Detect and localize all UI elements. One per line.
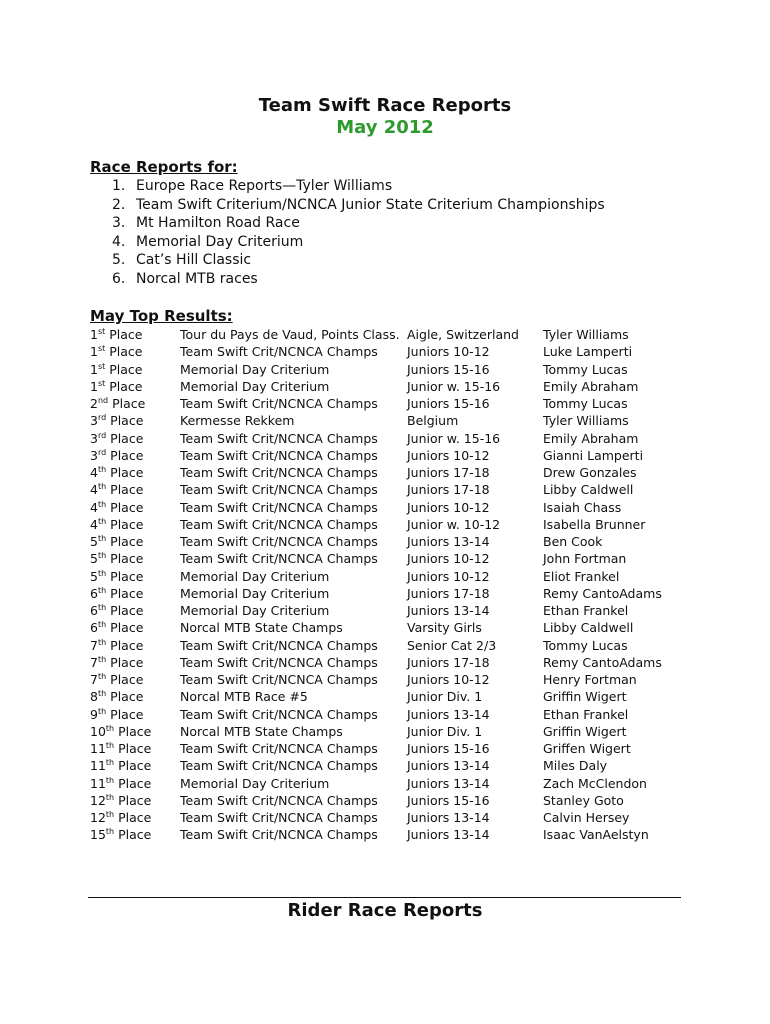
place-word: Place (110, 499, 144, 515)
result-category: Juniors 15-16 (407, 396, 490, 411)
table-row (90, 395, 683, 412)
result-rider: Emily Abraham (543, 430, 639, 446)
result-rider: Ethan Frankel (543, 706, 629, 722)
result-race: Team Swift Crit/NCNCA Champs (180, 344, 378, 360)
place-number: 11 (90, 758, 106, 774)
result-place (90, 826, 180, 843)
result-category: Juniors 10-12 (407, 499, 490, 515)
result-race: Team Swift Crit/NCNCA Champs (180, 637, 378, 653)
result-race: Team Swift Crit/NCNCA Champs (180, 516, 378, 532)
table-row (90, 464, 683, 481)
result-race: Team Swift Crit/NCNCA Champs (180, 430, 378, 446)
race-report-item (112, 233, 605, 252)
table-row (90, 568, 683, 585)
place-word: Place (110, 551, 144, 567)
place-word: Place (110, 534, 144, 549)
result-rider: Henry Fortman (543, 672, 637, 687)
place-number: 11 (90, 741, 106, 756)
result-category: Varsity Girls (407, 620, 482, 636)
race-report-item (112, 177, 605, 196)
race-report-number: 5. (112, 252, 126, 269)
race-report-text: Memorial Day Criterium (136, 233, 304, 250)
place-word: Place (110, 447, 144, 463)
result-race: Team Swift Crit/NCNCA Champs (180, 758, 378, 774)
result-category: Juniors 15-16 (407, 361, 490, 377)
result-rider: Griffin Wigert (543, 723, 627, 739)
place-number: 11 (90, 775, 106, 791)
place-word: Place (110, 482, 144, 498)
place-number: 7 (90, 672, 98, 687)
place-word: Place (110, 620, 144, 636)
result-rider: Griffen Wigert (543, 741, 631, 756)
result-category: Juniors 10-12 (407, 447, 490, 463)
race-reports-list (112, 177, 605, 289)
place-number: 1 (90, 361, 98, 377)
result-race: Team Swift Crit/NCNCA Champs (180, 827, 378, 843)
result-place (90, 654, 180, 671)
result-place (90, 568, 180, 585)
place-number: 6 (90, 585, 98, 601)
race-report-item (112, 251, 605, 270)
place-suffix: st (97, 361, 106, 371)
result-race: Team Swift Crit/NCNCA Champs (180, 499, 378, 515)
place-suffix: st (97, 327, 106, 336)
race-report-text: Mt Hamilton Road Race (136, 215, 300, 232)
result-place (90, 447, 180, 464)
result-rider: Isaiah Chass (543, 499, 622, 515)
result-category: Juniors 13-14 (407, 758, 490, 774)
result-rider: Tyler Williams (543, 413, 629, 429)
place-suffix: th (97, 637, 107, 647)
result-rider: Miles Daly (543, 758, 608, 774)
table-row (90, 671, 683, 688)
table-row (90, 585, 683, 602)
result-category: Juniors 13-14 (407, 827, 490, 843)
section-divider (88, 897, 681, 898)
result-rider: Tommy Lucas (543, 396, 628, 411)
table-row (90, 775, 683, 792)
result-rider: Griffin Wigert (543, 689, 627, 705)
result-category: Juniors 13-14 (407, 603, 490, 618)
result-rider: Ben Cook (543, 534, 603, 549)
place-number: 5 (90, 534, 98, 549)
result-rider: Stanley Goto (543, 792, 624, 808)
place-number: 4 (90, 482, 98, 498)
result-race: Team Swift Crit/NCNCA Champs (180, 672, 378, 687)
table-row (90, 688, 683, 705)
place-word: Place (110, 465, 144, 480)
place-word: Place (109, 344, 143, 360)
result-race: Memorial Day Criterium (180, 361, 330, 377)
result-category: Juniors 13-14 (407, 810, 490, 825)
place-number: 7 (90, 637, 98, 653)
place-suffix: rd (97, 413, 107, 423)
place-number: 5 (90, 551, 98, 567)
result-place (90, 395, 180, 412)
result-rider: Drew Gonzales (543, 465, 637, 480)
place-word: Place (109, 378, 143, 394)
place-word: Place (110, 672, 144, 687)
place-word: Place (110, 413, 144, 429)
top-results-table (90, 326, 683, 844)
document-title: Team Swift Race Reports (258, 95, 512, 116)
place-suffix: th (97, 551, 107, 561)
place-word: Place (112, 396, 146, 411)
result-place (90, 378, 180, 395)
table-row (90, 792, 683, 809)
document-subtitle: May 2012 (336, 117, 434, 138)
result-rider: Remy CantoAdams (543, 654, 662, 670)
place-word: Place (109, 327, 143, 342)
result-category: Juniors 15-16 (407, 741, 490, 756)
result-category: Junior Div. 1 (407, 689, 483, 705)
table-row (90, 430, 683, 447)
result-race: Team Swift Crit/NCNCA Champs (180, 396, 378, 411)
result-place (90, 550, 180, 567)
place-suffix: th (97, 672, 107, 681)
place-suffix: st (97, 378, 106, 388)
place-suffix: th (97, 585, 107, 595)
place-number: 10 (90, 723, 106, 739)
place-word: Place (118, 775, 152, 791)
result-rider: Eliot Frankel (543, 568, 620, 584)
result-rider: Tommy Lucas (543, 637, 628, 653)
result-place (90, 792, 180, 809)
result-rider: Luke Lamperti (543, 344, 633, 360)
place-word: Place (110, 516, 144, 532)
result-category: Juniors 10-12 (407, 551, 490, 567)
result-race: Team Swift Crit/NCNCA Champs (180, 465, 378, 480)
result-race: Team Swift Crit/NCNCA Champs (180, 792, 378, 808)
place-suffix: th (105, 741, 115, 750)
place-suffix: rd (97, 447, 107, 457)
place-suffix: nd (97, 396, 109, 405)
result-place (90, 326, 180, 343)
table-row (90, 447, 683, 464)
place-suffix: th (97, 499, 107, 509)
place-suffix: th (97, 516, 107, 526)
table-row (90, 723, 683, 740)
table-row (90, 740, 683, 757)
place-number: 3 (90, 430, 98, 446)
place-suffix: th (105, 827, 115, 837)
race-report-text: Cat’s Hill Classic (136, 252, 252, 269)
result-category: Junior w. 10-12 (407, 516, 501, 532)
place-word: Place (110, 585, 144, 601)
place-number: 1 (90, 344, 98, 360)
result-category: Belgium (407, 413, 459, 429)
result-rider: Libby Caldwell (543, 620, 634, 636)
table-row (90, 326, 683, 343)
table-row (90, 516, 683, 533)
place-word: Place (118, 723, 152, 739)
result-place (90, 481, 180, 498)
result-place (90, 757, 180, 774)
top-results-body (90, 326, 683, 844)
table-row (90, 343, 683, 360)
place-word: Place (118, 827, 152, 843)
place-suffix: th (97, 706, 107, 716)
result-category: Juniors 13-14 (407, 534, 490, 549)
place-suffix: th (97, 568, 107, 578)
place-word: Place (110, 706, 144, 722)
result-place (90, 464, 180, 481)
result-race: Memorial Day Criterium (180, 378, 330, 394)
place-suffix: th (105, 810, 115, 819)
result-rider: Tommy Lucas (543, 361, 628, 377)
place-suffix: st (97, 344, 106, 354)
place-word: Place (109, 361, 143, 377)
race-report-number: 6. (112, 270, 126, 287)
result-race: Tour du Pays de Vaud, Points Class. (180, 327, 400, 342)
place-number: 12 (90, 792, 106, 808)
result-category: Juniors 10-12 (407, 344, 490, 360)
table-row (90, 826, 683, 843)
place-suffix: th (105, 723, 115, 733)
result-rider: Gianni Lamperti (543, 447, 644, 463)
result-category: Junior w. 15-16 (407, 378, 501, 394)
place-number: 8 (90, 689, 98, 705)
race-reports-heading: Race Reports for: (90, 158, 238, 176)
result-race: Norcal MTB State Champs (180, 723, 343, 739)
place-suffix: th (105, 792, 115, 802)
result-rider: Ethan Frankel (543, 603, 629, 618)
place-suffix: th (97, 465, 107, 474)
result-category: Juniors 10-12 (407, 672, 490, 687)
result-place (90, 430, 180, 447)
place-suffix: th (97, 654, 107, 664)
place-word: Place (110, 637, 144, 653)
place-word: Place (110, 568, 144, 584)
result-category: Aigle, Switzerland (407, 327, 519, 342)
result-race: Memorial Day Criterium (180, 603, 330, 618)
race-report-number: 1. (112, 178, 126, 194)
place-suffix: th (105, 758, 115, 768)
place-word: Place (110, 603, 144, 618)
table-row (90, 412, 683, 429)
place-suffix: th (97, 603, 107, 612)
result-place (90, 499, 180, 516)
result-category: Juniors 17-18 (407, 482, 490, 498)
place-suffix: rd (97, 430, 107, 440)
result-category: Junior w. 15-16 (407, 430, 501, 446)
result-rider: Isaac VanAelstyn (543, 827, 649, 843)
place-word: Place (110, 654, 144, 670)
result-race: Memorial Day Criterium (180, 775, 330, 791)
place-number: 1 (90, 378, 98, 394)
result-category: Senior Cat 2/3 (407, 637, 497, 653)
result-rider: Tyler Williams (543, 327, 629, 342)
result-place (90, 809, 180, 826)
place-word: Place (118, 741, 152, 756)
result-place (90, 516, 180, 533)
place-number: 12 (90, 810, 106, 825)
table-row (90, 499, 683, 516)
table-row (90, 550, 683, 567)
result-place (90, 602, 180, 619)
result-place (90, 688, 180, 705)
place-number: 6 (90, 620, 98, 636)
place-suffix: th (105, 775, 115, 785)
table-row (90, 602, 683, 619)
result-rider: Calvin Hersey (543, 810, 630, 825)
place-word: Place (110, 689, 144, 705)
place-suffix: th (97, 482, 107, 492)
result-race: Norcal MTB Race #5 (180, 689, 308, 705)
race-report-item (112, 196, 605, 215)
result-rider: Emily Abraham (543, 378, 639, 394)
result-rider: John Fortman (543, 551, 627, 567)
result-place (90, 740, 180, 757)
place-number: 2 (90, 396, 98, 411)
place-suffix: th (97, 689, 107, 699)
result-race: Team Swift Crit/NCNCA Champs (180, 482, 378, 498)
race-report-text: Norcal MTB races (136, 270, 258, 287)
result-category: Juniors 10-12 (407, 568, 490, 584)
result-category: Juniors 13-14 (407, 775, 490, 791)
result-race: Kermesse Rekkem (180, 413, 295, 429)
result-place (90, 637, 180, 654)
race-report-number: 2. (112, 196, 126, 213)
table-row (90, 533, 683, 550)
result-category: Juniors 13-14 (407, 706, 490, 722)
place-number: 4 (90, 465, 98, 480)
result-race: Team Swift Crit/NCNCA Champs (180, 741, 378, 756)
result-race: Memorial Day Criterium (180, 568, 330, 584)
place-word: Place (110, 430, 144, 446)
place-word: Place (118, 810, 152, 825)
result-race: Team Swift Crit/NCNCA Champs (180, 654, 378, 670)
table-row (90, 757, 683, 774)
table-row (90, 378, 683, 395)
place-number: 3 (90, 413, 98, 429)
place-suffix: th (97, 620, 107, 630)
race-report-number: 4. (112, 233, 126, 250)
result-rider: Isabella Brunner (543, 516, 646, 532)
result-place (90, 343, 180, 360)
result-place (90, 671, 180, 688)
result-race: Team Swift Crit/NCNCA Champs (180, 706, 378, 722)
result-category: Juniors 17-18 (407, 585, 490, 601)
result-place (90, 775, 180, 792)
result-race: Norcal MTB State Champs (180, 620, 343, 636)
result-place (90, 361, 180, 378)
result-place (90, 585, 180, 602)
table-row (90, 809, 683, 826)
result-category: Juniors 17-18 (407, 465, 490, 480)
result-category: Junior Div. 1 (407, 723, 483, 739)
place-number: 5 (90, 568, 98, 584)
place-word: Place (118, 792, 152, 808)
result-category: Juniors 15-16 (407, 792, 490, 808)
result-rider: Zach McClendon (543, 775, 647, 791)
place-number: 6 (90, 603, 98, 618)
result-race: Team Swift Crit/NCNCA Champs (180, 810, 378, 825)
result-place (90, 533, 180, 550)
result-place (90, 723, 180, 740)
result-rider: Remy CantoAdams (543, 585, 662, 601)
table-row (90, 654, 683, 671)
race-report-text: Team Swift Criterium/NCNCA Junior State Criterium Championships (136, 196, 605, 213)
rider-reports-heading: Rider Race Reports (287, 900, 483, 921)
place-number: 3 (90, 447, 98, 463)
result-place (90, 706, 180, 723)
result-race: Team Swift Crit/NCNCA Champs (180, 551, 378, 567)
place-number: 1 (90, 327, 98, 342)
place-number: 4 (90, 516, 98, 532)
top-results-heading: May Top Results: (90, 307, 233, 325)
place-number: 15 (90, 827, 106, 843)
table-row (90, 481, 683, 498)
race-report-text: Europe Race Reports—Tyler Williams (136, 178, 393, 194)
result-rider: Libby Caldwell (543, 482, 634, 498)
result-place (90, 412, 180, 429)
place-number: 7 (90, 654, 98, 670)
result-category: Juniors 17-18 (407, 654, 490, 670)
result-place (90, 619, 180, 636)
result-race: Memorial Day Criterium (180, 585, 330, 601)
result-race: Team Swift Crit/NCNCA Champs (180, 534, 378, 549)
place-number: 4 (90, 499, 98, 515)
race-report-item (112, 214, 605, 233)
place-word: Place (118, 758, 152, 774)
place-number: 9 (90, 706, 98, 722)
place-suffix: th (97, 534, 107, 543)
race-report-number: 3. (112, 215, 126, 232)
table-row (90, 637, 683, 654)
race-report-item (112, 270, 605, 289)
table-row (90, 361, 683, 378)
result-race: Team Swift Crit/NCNCA Champs (180, 447, 378, 463)
table-row (90, 706, 683, 723)
table-row (90, 619, 683, 636)
